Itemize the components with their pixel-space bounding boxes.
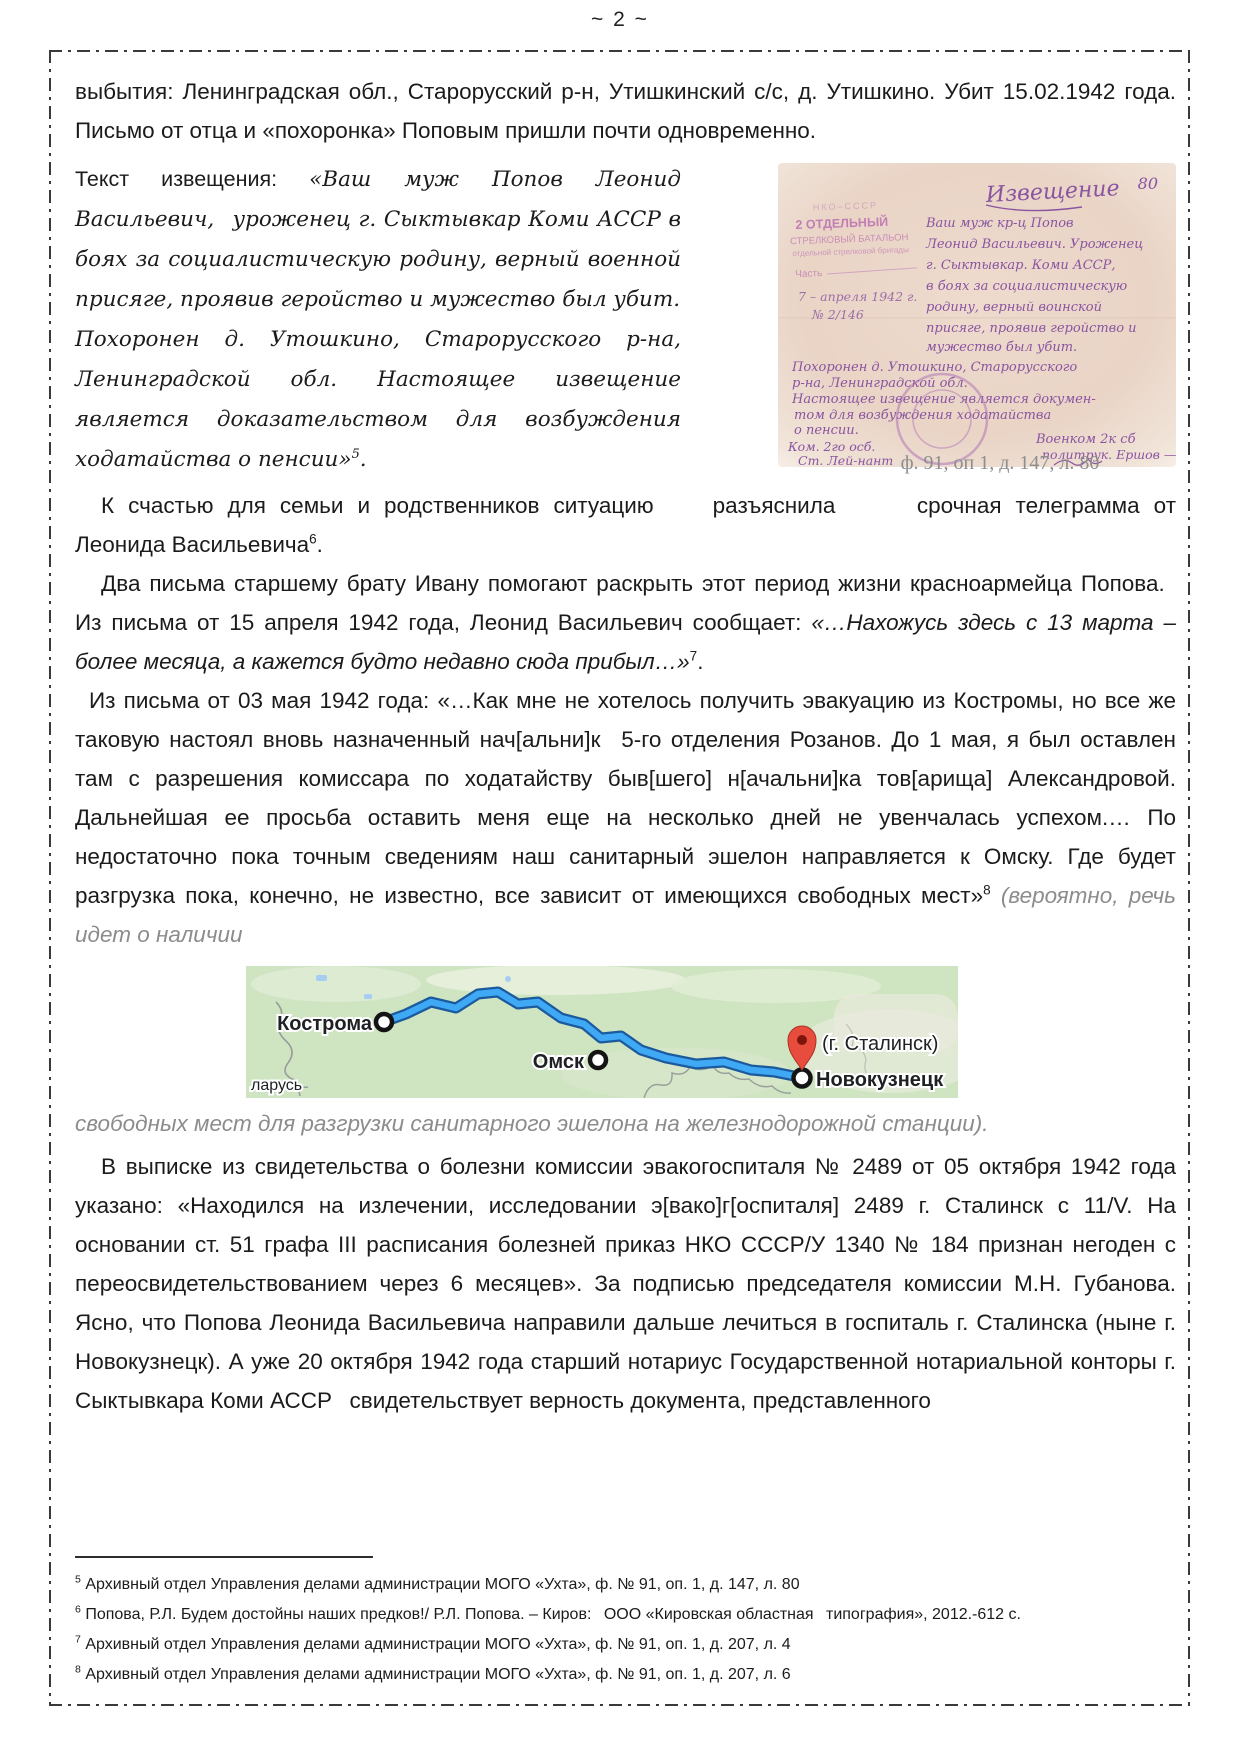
notice-section: [75, 159, 1176, 480]
border-left: [49, 50, 51, 1706]
commander-signature-line1: Ком. 2го осб.: [788, 439, 876, 454]
border-top: [49, 50, 1190, 52]
notice-number: № 2/146: [812, 307, 864, 322]
footnotes-section: [75, 1556, 1166, 1690]
region-label-belarus: ларусь: [251, 1077, 303, 1094]
handwritten-line: г. Сыктывкар. Коми АССР,: [926, 258, 1116, 273]
letters-text: Два письма старшему брату Ивану помогают раскрыть этот период жизни красноармейца Попова. Из письма от 15 апреля 1942 года, Леонид Васильевич сообщает:: [75, 571, 1176, 635]
map-lake: [316, 975, 327, 981]
stamp-line-1: 2 ОТДЕЛЬНЫЙ: [795, 214, 889, 233]
map-lake: [364, 994, 372, 999]
pin-label-stalinsk: (г. Сталинск): [822, 1033, 939, 1055]
handwritten-line: том для возбуждения ходатайства: [794, 408, 1052, 423]
handwritten-line: Похоронен д. Утошкино, Старорусского: [792, 360, 1078, 375]
letter-quote-may: Из письма от 03 мая 1942 года: «…Как мне не хотелось получить эвакуацию из Костромы, но все же таковую настоял вновь назначенный нач[альни]к 5-го отделения Розанов. До 1 мая, я был оставлен там с разрешения комиссара по ходатайству быв[шего] н[ачальни]ка тов[арища] Александровой. Дальнейшая ее просьба оставить меня еще на несколько дней не увенчалась успехом.… По недостаточно пока точным сведениям наш санитарный эшелон направляется к Омску. Где будет разгрузка пока, конечно, не известно, все зависит от имеющихся свободных мест»: [75, 688, 1176, 908]
city-marker-icon-novokuznetsk: [794, 1070, 811, 1087]
archival-document-column: [754, 159, 1176, 480]
notice-lead: Текст извещения:: [75, 167, 310, 191]
notice-title-handwritten: Извещение: [985, 176, 1121, 209]
author-aside-close: свободных мест для разгрузки санитарного эшелона на железнодорожной станции).: [75, 1111, 989, 1136]
commissar-signature-line1: Военком 2к сб: [1036, 432, 1136, 447]
footnote-ref-7: 7: [689, 648, 698, 664]
handwritten-line: Настоящее извещение является докумен-: [792, 392, 1096, 407]
footnote-text: Архивный отдел Управления делами администрации МОГО «Ухта», ф. № 91, оп. 1, д. 207, л. 4: [85, 1636, 791, 1653]
city-label-omsk: Омск: [532, 1051, 584, 1073]
stamp-line-2: СТРЕЛКОВЫЙ БАТАЛЬОН: [789, 232, 909, 248]
telegram-text: К счастью для семьи и родственников ситуацию разъяснила срочная телеграмма от Леонида Васильевича: [75, 493, 1176, 557]
handwritten-line: р-на, Ленинградской обл.: [792, 376, 968, 391]
handwritten-line: о пенсии.: [794, 423, 859, 438]
intro-text: выбытия: Ленинградская обл., Старорусский р-н, Утишкинский с/с, д. Утишкино. Убит 15.02.1942 года. Письмо от отца и «похоронка» Поповым пришли почти одновременно.: [75, 79, 1176, 143]
route-map-image: [246, 966, 958, 1098]
letters-tail: .: [697, 649, 704, 674]
footnote-ref-8: 8: [983, 882, 991, 898]
paragraph-intro: [75, 72, 1176, 150]
image-caption: ф. 91, оп 1, д. 147, л. 80: [900, 452, 1100, 474]
stamp-line-3: отдельной стрелковой бригады: [792, 245, 909, 259]
route-map: [246, 966, 958, 1098]
city-label-novokuznetsk: Новокузнецк: [816, 1069, 944, 1091]
footnote-item: [75, 1660, 1166, 1690]
footnote-text: Попова, Р.Л. Будем достойны наших предков!/ Р.Л. Попова. – Киров: ООО «Кировская областная типография», 2012.-612 с.: [85, 1606, 1021, 1623]
page-number: ~ 2 ~: [591, 8, 649, 31]
map-lake: [505, 976, 511, 982]
paragraph-telegram: [75, 486, 1176, 564]
author-aside-open: (вероятно, речь идет о наличии: [75, 883, 1176, 947]
footnote-ref-6: 6: [309, 531, 317, 547]
handwritten-line: родину, верный воинской: [926, 300, 1102, 315]
archival-notice-image: [754, 159, 1176, 471]
telegram-tail: .: [316, 532, 323, 557]
city-marker-icon-omsk: [590, 1052, 606, 1068]
map-terrain-patch: [251, 966, 421, 1002]
stamp-top-line: НКО–СССР: [812, 200, 879, 213]
notice-quote-part1: «Ваш муж Попов Леонид Васильевич, уроженец г. Сыктывкар Коми АССР в боях за социалистическую родину, верный военной присяге, проявив геройство и мужество был убит.: [75, 167, 681, 312]
notice-quote-part2: Похоронен д. Утошкино, Старорусского р-на, Ленинградской обл. Настоящее извещение является доказательством для возбуждения ходатайства о пенсии»: [75, 327, 681, 472]
footnote-item: [75, 1570, 1166, 1600]
handwritten-line: Ваш муж кр-ц Попов: [926, 216, 1074, 231]
handwritten-line: мужество был убит.: [926, 340, 1078, 355]
paragraph-hospital: [75, 1147, 1176, 1420]
footnote-number: 7: [75, 1633, 81, 1646]
handwritten-line: присяге, проявив геройство и: [926, 321, 1137, 336]
border-bottom: [49, 1704, 1190, 1706]
city-marker-icon-kostroma: [376, 1014, 392, 1030]
footnote-separator: [75, 1556, 373, 1558]
paragraph-may-letter: [75, 681, 1176, 954]
commissar-signature-line2: политрук. Ершов —: [1042, 447, 1176, 462]
footnote-item: [75, 1630, 1166, 1660]
notice-date: 7 – апреля 1942 г.: [798, 289, 918, 304]
handwritten-line: Леонид Васильевич. Уроженец: [926, 237, 1144, 252]
footnote-number: 6: [75, 1603, 81, 1616]
footnote-text: Архивный отдел Управления делами администрации МОГО «Ухта», ф. № 91, оп. 1, д. 147, л. 80: [85, 1576, 800, 1593]
border-right: [1188, 50, 1190, 1706]
hospital-text: В выписке из свидетельства о болезни комиссии эвакогоспиталя № 2489 от 05 октября 1942 года указано: «Находился на излечении, исследовании э[вако]г[оспиталя] 2489 г. Сталинск с 11/V. На основании ст. 51 графа III расписания болезней приказ НКО СССР/У 1340 № 184 признан негоден с переосвидетельствованием через 6 месяцев». За подписью председателя комиссии М.Н. Губанова. Ясно, что Попова Леонида Васильевича направили дальше лечиться в госпиталь г. Сталинска (ныне г. Новокузнецк). А уже 20 октября 1942 года старший нотариус Государственной нотариальной конторы г. Сыктывкара Коми АССР свидетельствует верность документа, представленного: [75, 1154, 1176, 1413]
letter-quote-april: «…Нахожусь здесь с 13 марта – более месяца, а кажется будто недавно сюда прибыл…»: [75, 610, 1176, 674]
commander-signature-line2: Ст. Лей-нант: [798, 453, 894, 468]
footnote-number: 8: [75, 1663, 81, 1676]
footnote-number: 5: [75, 1573, 81, 1586]
page-border-frame: [49, 50, 1190, 1706]
footnote-item: [75, 1600, 1166, 1630]
footnote-text: Архивный отдел Управления делами администрации МОГО «Ухта», ф. № 91, оп. 1, д. 207, л. 6: [85, 1666, 791, 1683]
handwritten-line: в боях за социалистическую: [926, 279, 1128, 294]
notice-quote-tail: .: [359, 447, 367, 472]
sheet-number: 80: [1137, 174, 1158, 193]
stamp-part-label: Часть: [795, 268, 823, 281]
paragraph-letters: [75, 564, 1176, 681]
notice-quote: [75, 159, 681, 480]
footnote-ref-5: 5: [351, 446, 360, 462]
city-label-kostroma: Кострома: [277, 1013, 372, 1035]
map-terrain-patch: [426, 966, 686, 995]
